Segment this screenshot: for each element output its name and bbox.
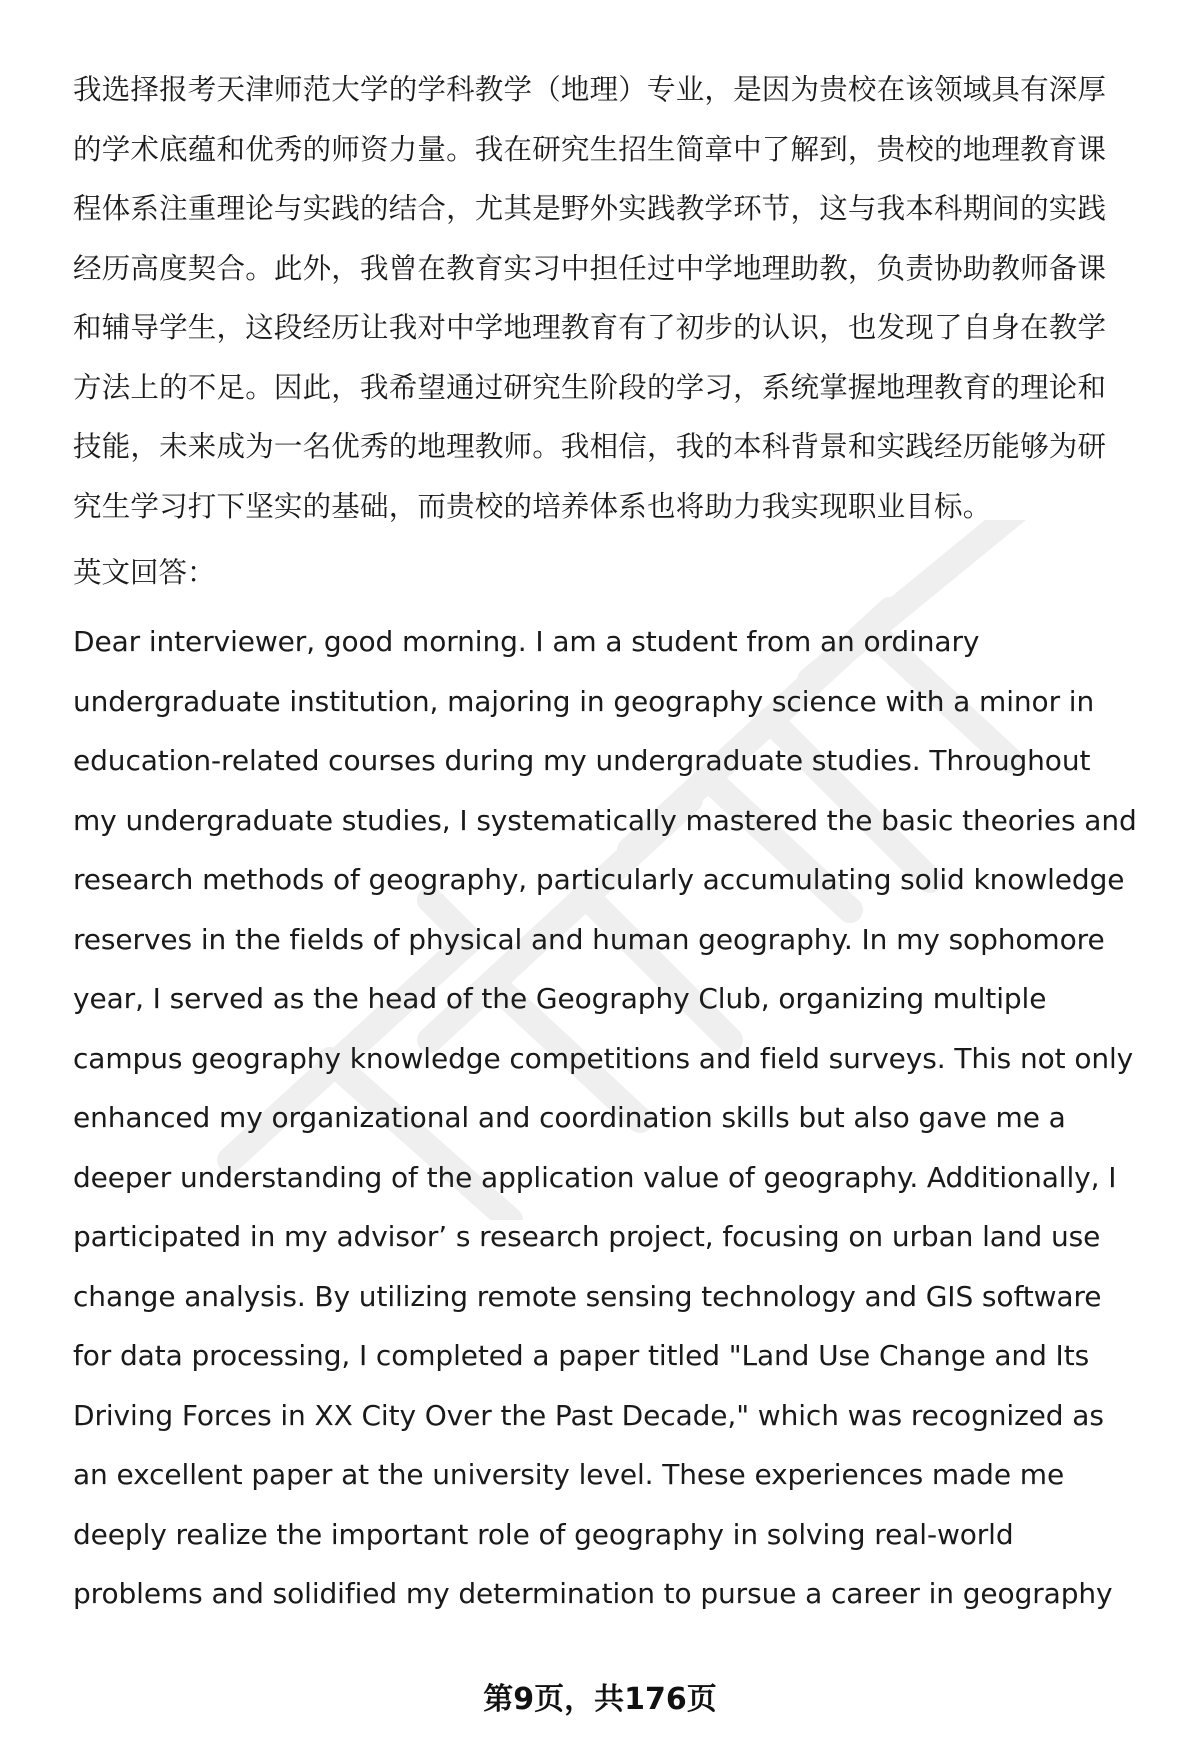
text-line: 究生学习打下坚实的基础，而贵校的培养体系也将助力我实现职业目标。 [73,489,992,523]
text-line: deeply realize the important role of geography in solving real-world [73,1517,1014,1551]
text-line: 方法上的不足。因此，我希望通过研究生阶段的学习，系统掌握地理教育的理论和 [73,370,1107,404]
text-line: problems and solidified my determination to pursue a career in geography [73,1577,1113,1610]
text-line: 的学术底蕴和优秀的师资力量。我在研究生招生简章中了解到，贵校的地理教育课 [73,132,1107,166]
text-line: 和辅导学生，这段经历让我对中学地理教育有了初步的认识，也发现了自身在教学 [73,311,1107,344]
text-line: Driving Forces in XX City Over the Past Decade," which was recognized as [73,1398,1104,1432]
chinese-paragraph [73,60,1153,536]
text-line: research methods of geography, particularly accumulating solid knowledge [73,863,1125,896]
text-line: 经历高度契合。此外，我曾在教育实习中担任过中学地理助教，负责协助教师备课 [73,251,1107,285]
page-number: 第9页，共176页 [483,1682,717,1717]
text-line: change analysis. By utilizing remote sensing technology and GIS software [73,1279,1102,1313]
text-line: undergraduate institution, majoring in geography science with a minor in [73,684,1095,718]
text-line: reserves in the fields of physical and human geography. In my sophomore [73,922,1105,956]
document-page [73,60,1153,1624]
text-line: campus geography knowledge competitions and field surveys. This not only [73,1041,1134,1075]
text-line: an excellent paper at the university level. These experiences made me [73,1458,1065,1491]
text-line: 技能，未来成为一名优秀的地理教师。我相信，我的本科背景和实践经历能够为研 [73,430,1107,463]
text-line: enhanced my organizational and coordination skills but also gave me a [73,1101,1066,1134]
text-line: participated in my advisor’ s research project, focusing on urban land use [73,1220,1101,1253]
text-line: for data processing, I completed a paper titled "Land Use Change and Its [73,1339,1090,1372]
text-line: deeper understanding of the application value of geography. Additionally, I [73,1160,1117,1194]
text-line: education-related courses during my undergraduate studies. Throughout [73,744,1091,777]
text-line: 我选择报考天津师范大学的学科教学（地理）专业，是因为贵校在该领域具有深厚 [73,73,1107,106]
english-answer-label: 英文回答： [73,556,216,589]
text-line: year, I served as the head of the Geography Club, organizing multiple [73,982,1047,1015]
text-line: 程体系注重理论与实践的结合，尤其是野外实践教学环节，这与我本科期间的实践 [73,192,1107,225]
text-line: my undergraduate studies, I systematically mastered the basic theories and [73,803,1137,837]
english-paragraph [73,612,1153,1624]
text-line: Dear interviewer, good morning. I am a student from an ordinary [73,625,980,658]
